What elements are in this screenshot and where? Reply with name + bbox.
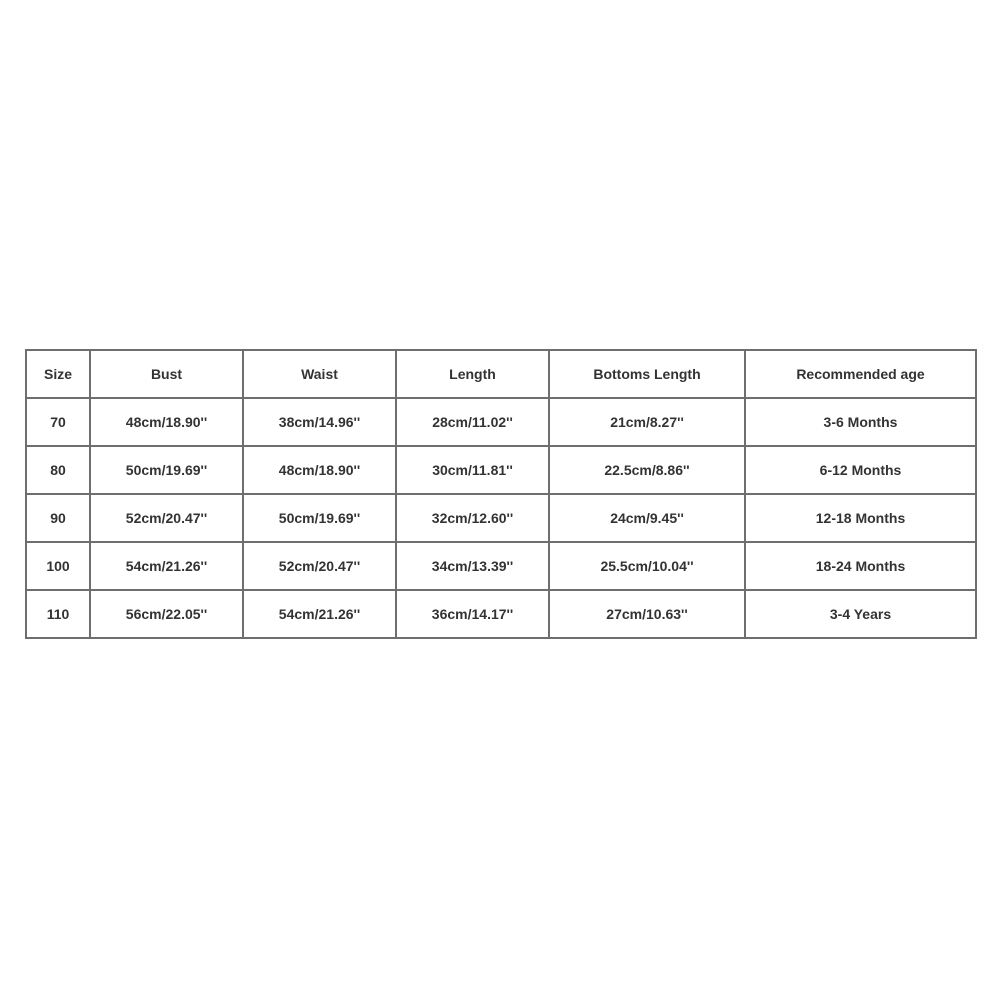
- table-row: [26, 398, 976, 446]
- cell-bottoms-length: 22.5cm/8.86'': [549, 446, 745, 494]
- cell-recommended-age: 18-24 Months: [745, 542, 976, 590]
- cell-recommended-age: 3-6 Months: [745, 398, 976, 446]
- header-bust: Bust: [90, 350, 243, 398]
- cell-bust: 56cm/22.05'': [90, 590, 243, 638]
- cell-size: 70: [26, 398, 90, 446]
- cell-recommended-age: 3-4 Years: [745, 590, 976, 638]
- cell-size: 80: [26, 446, 90, 494]
- cell-bottoms-length: 25.5cm/10.04'': [549, 542, 745, 590]
- cell-length: 36cm/14.17'': [396, 590, 549, 638]
- cell-waist: 38cm/14.96'': [243, 398, 396, 446]
- header-size: Size: [26, 350, 90, 398]
- table-row: [26, 494, 976, 542]
- header-bottoms-length: Bottoms Length: [549, 350, 745, 398]
- table-header-row: [26, 350, 976, 398]
- cell-size: 100: [26, 542, 90, 590]
- cell-bottoms-length: 21cm/8.27'': [549, 398, 745, 446]
- cell-waist: 50cm/19.69'': [243, 494, 396, 542]
- cell-size: 90: [26, 494, 90, 542]
- cell-size: 110: [26, 590, 90, 638]
- size-chart-table: [25, 349, 977, 639]
- header-waist: Waist: [243, 350, 396, 398]
- cell-length: 34cm/13.39'': [396, 542, 549, 590]
- cell-length: 32cm/12.60'': [396, 494, 549, 542]
- cell-waist: 48cm/18.90'': [243, 446, 396, 494]
- cell-recommended-age: 12-18 Months: [745, 494, 976, 542]
- cell-bust: 54cm/21.26'': [90, 542, 243, 590]
- cell-waist: 54cm/21.26'': [243, 590, 396, 638]
- table-row: [26, 446, 976, 494]
- cell-bust: 52cm/20.47'': [90, 494, 243, 542]
- cell-length: 30cm/11.81'': [396, 446, 549, 494]
- table-row: [26, 542, 976, 590]
- table-row: [26, 590, 976, 638]
- cell-length: 28cm/11.02'': [396, 398, 549, 446]
- cell-bust: 50cm/19.69'': [90, 446, 243, 494]
- cell-bottoms-length: 24cm/9.45'': [549, 494, 745, 542]
- cell-bottoms-length: 27cm/10.63'': [549, 590, 745, 638]
- cell-recommended-age: 6-12 Months: [745, 446, 976, 494]
- cell-bust: 48cm/18.90'': [90, 398, 243, 446]
- header-length: Length: [396, 350, 549, 398]
- cell-waist: 52cm/20.47'': [243, 542, 396, 590]
- header-recommended-age: Recommended age: [745, 350, 976, 398]
